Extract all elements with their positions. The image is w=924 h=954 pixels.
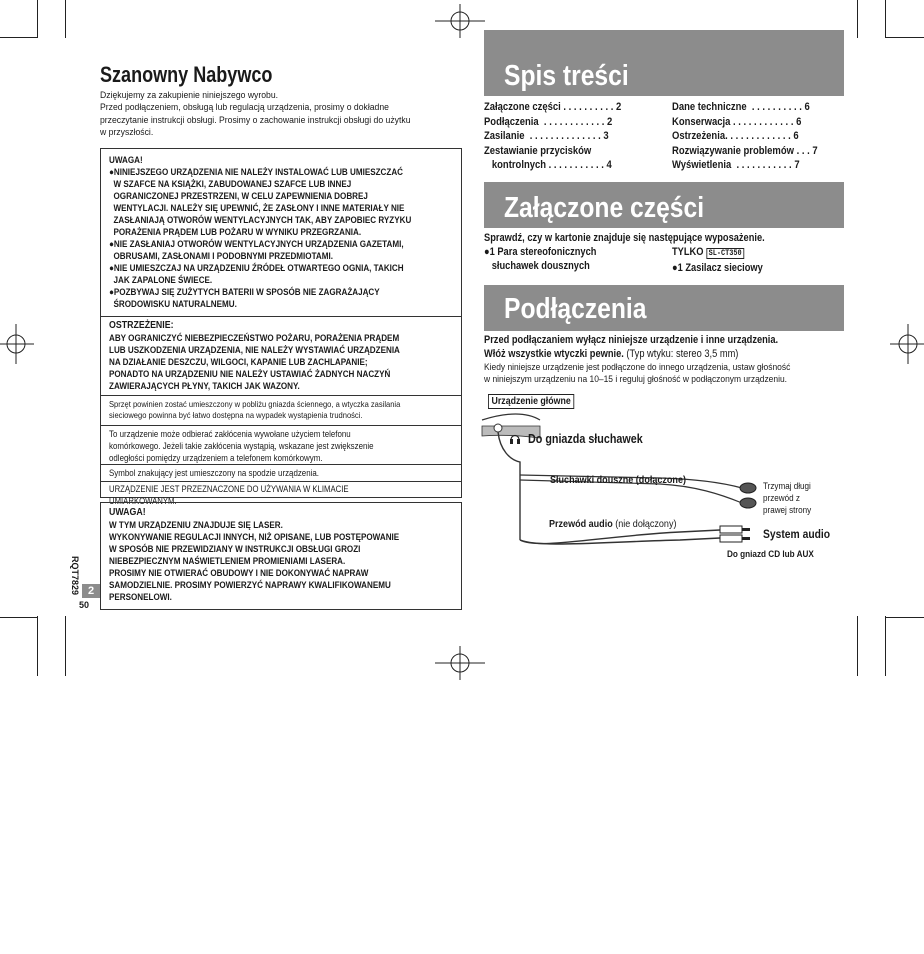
laser-line: WYKONYWANIE REGULACJI INNYCH, NIŻ OPISANE, LUB POSTĘPOWANIE: [109, 532, 400, 542]
laser-title: UWAGA!: [109, 507, 146, 518]
toc-item-power[interactable]: Zasilanie . . . . . . . . . . . . . . 3: [484, 130, 609, 143]
accessory-line: słuchawek dousznych: [484, 260, 590, 272]
crop-mark: [65, 616, 66, 676]
caution-line: LUB USZKODZENIA URZĄDZENIA, NIE NALEŻY WYSTAWIAĆ URZĄDZENIA: [109, 345, 400, 355]
socket-line: Sprzęt powinien zostać umieszczony w pobliżu gniazda ściennego, a wtyczka zasilania: [109, 399, 401, 409]
crop-mark: [37, 616, 38, 676]
hold-note-line: przewód z: [763, 493, 800, 503]
warning-line: OGRANICZONEJ PRZESTRZENI, W CELU ZAPEWNIENIA DOBREJ: [109, 191, 368, 201]
hold-note-line: Trzymaj długi: [763, 481, 811, 491]
caution-title: OSTRZEŻENIE:: [109, 320, 174, 331]
toc-heading: Spis treści: [504, 60, 629, 92]
warning-line: WENTYLACJI. NALEŻY SIĘ UPEWNIĆ, ŻE ZASŁONY I INNE MATERIAŁY NIE: [109, 203, 405, 213]
crop-mark: [0, 37, 38, 38]
page-chip: 2: [82, 584, 100, 598]
audio-cable-label: [549, 517, 676, 532]
main-unit-edge: [482, 414, 540, 420]
toc-right-column: [672, 100, 818, 173]
accessories-item-adapter: [672, 245, 763, 275]
connections-note-line: Kiedy niniejsze urządzenie jest podłączone do innego urządzenia, ustaw głośność: [484, 361, 791, 372]
toc-item-connections[interactable]: Podłączenia . . . . . . . . . . . . 2: [484, 115, 613, 128]
document-code: RQT7829: [70, 556, 80, 596]
page-title: Szanowny Nabywco: [100, 62, 273, 87]
intro-text: [100, 90, 442, 139]
rca-tip: [742, 528, 750, 531]
connections-line2-bold: Włóż wszystkie wtyczki pewnie.: [484, 348, 624, 360]
warning-line: ●POZBYWAJ SIĘ ZUŻYTYCH BATERII W SPOSÓB NIE ZAGRAŻAJĄCY: [109, 287, 380, 297]
warning-line: ●NIE UMIESZCZAJ NA URZĄDZENIU ŹRÓDEŁ OTWARTEGO OGNIA, TAKICH: [109, 263, 404, 273]
connections-note-line: w niniejszym urządzeniu na 10–15 i reguluj głośność w podłączonym urządzeniu.: [484, 373, 787, 385]
toc-item-maintenance[interactable]: Konserwacja . . . . . . . . . . . . 6: [672, 115, 802, 128]
phone-line: komórkowego. Jeżeli takie zakłócenia wystąpią, wskazane jest zwiększenie: [109, 440, 374, 451]
connections-note: [484, 361, 790, 386]
audio-cable-bold: Przewód audio: [549, 518, 613, 530]
toc-heading-band: [484, 30, 844, 96]
crop-mark: [886, 37, 924, 38]
warning-box: [100, 148, 462, 506]
registration-mark-icon: [0, 322, 36, 366]
toc-item-controls-cont[interactable]: kontrolnych . . . . . . . . . . . 4: [484, 159, 612, 172]
crop-mark: [0, 617, 38, 618]
caution-line: PONADTO NA URZĄDZENIU NIE NALEŻY USTAWIAĆ ŻADNYCH NACZYŃ: [109, 369, 391, 379]
laser-line: SAMODZIELNIE. PROSIMY POWIERZYĆ NAPRAWY KWALIFIKOWANEMU: [109, 580, 391, 590]
warning-line: W SZAFCE NA KSIĄŻKI, ZABUDOWANEJ SZAFCE LUB INNEJ: [109, 179, 352, 189]
earphone-icon: [740, 498, 756, 508]
crop-mark: [65, 0, 66, 38]
crop-mark: [885, 616, 886, 676]
headphone-jack-label: Do gniazda słuchawek: [528, 432, 643, 446]
warning-title: UWAGA!: [109, 155, 143, 165]
crop-mark: [857, 0, 858, 38]
caution-line: ZAWIERAJĄCYCH PŁYNY, TAKICH JAK WAZONY.: [109, 381, 300, 391]
hold-note: [763, 480, 811, 516]
laser-line: PROSIMY NIE OTWIERAĆ OBUDOWY I NIE DOKONYWAĆ NAPRAW: [109, 568, 369, 578]
toc-item-accessories[interactable]: Załączone części . . . . . . . . . . 2: [484, 101, 622, 113]
crop-mark: [857, 616, 858, 676]
intro-line: przeczytanie instrukcji obsługi. Prosimy o zachowanie instrukcji obsługi do użytku: [100, 114, 411, 126]
connections-line2: [484, 347, 738, 361]
intro-line: Przed podłączeniem, obsługą lub regulacją urządzenia, prosimy o dokładne: [100, 102, 389, 114]
registration-mark-icon: [888, 322, 924, 366]
crop-mark: [37, 0, 38, 38]
toc-left-column: [484, 100, 621, 173]
toc-item-troubleshooting[interactable]: Rozwiązywanie problemów . . . 7: [672, 144, 818, 157]
intro-line: w przyszłości.: [100, 126, 154, 138]
connections-heading-band: [484, 285, 844, 331]
accessories-intro: Sprawdź, czy w kartonie znajduje się następujące wyposażenie.: [484, 232, 765, 244]
crop-mark: [885, 0, 886, 38]
page-number: 50: [79, 600, 90, 610]
warning-line: ZASŁANIAJĄ OTWORÓW WENTYLACYJNYCH TAK, ABY ZAPOBIEC RYZYKU: [109, 215, 412, 225]
toc-item-controls[interactable]: Zestawianie przycisków: [484, 144, 592, 157]
toc-item-specs[interactable]: Dane techniczne . . . . . . . . . . 6: [672, 101, 810, 113]
climate-note: URZĄDZENIE JEST PRZEZNACZONE DO UŻYWANIA W KLIMACIE UMIARKOWANYM.: [109, 484, 349, 506]
rca-plug-icon: [720, 526, 742, 533]
laser-warning-box: [100, 502, 462, 610]
toc-item-displays[interactable]: Wyświetlenia . . . . . . . . . . . 7: [672, 159, 800, 172]
accessory-line: ●1 Para stereofonicznych: [484, 246, 597, 258]
phone-line: To urządzenie może odbierać zakłócenia wywołane użyciem telefonu: [109, 429, 351, 439]
model-tag: SL-CT350: [706, 248, 744, 259]
system-audio-label: System audio: [763, 527, 831, 541]
connections-line2-normal: (Typ wtyku: stereo 3,5 mm): [623, 348, 739, 360]
phone-line: odległości pomiędzy urządzeniem a telefonem komórkowym.: [109, 452, 323, 463]
accessory-line: ●1 Zasilacz sieciowy: [672, 262, 763, 274]
warning-line: ●NINIEJSZEGO URZĄDZENIA NIE NALEŻY INSTALOWAĆ LUB UMIESZCZAĆ: [109, 167, 404, 177]
headphone-jack-icon: [494, 424, 502, 432]
earphones-label: Słuchawki douszne (dołączone): [550, 474, 686, 486]
cd-aux-label: Do gniazd CD lub AUX: [727, 549, 814, 560]
toc-item-warnings[interactable]: Ostrzeżenia. . . . . . . . . . . . . 6: [672, 130, 799, 143]
laser-line: PERSONELOWI.: [109, 592, 172, 602]
caution-line: NA DZIAŁANIE DESZCZU, WILGOCI, KAPANIE LUB ZACHLAPANIE;: [109, 357, 368, 367]
accessories-item-earphones: [484, 245, 596, 273]
registration-mark-icon: [430, 646, 490, 680]
accessories-heading-band: [484, 182, 844, 228]
caution-line: ABY OGRANICZYĆ NIEBEZPIECZEŃSTWO POŻARU, PORAŻENIA PRĄDEM: [109, 333, 400, 343]
audio-cable-normal: (nie dołączony): [612, 518, 677, 530]
earphone-icon: [740, 483, 756, 493]
caution-section: [109, 320, 413, 392]
hold-note-line: prawej strony: [763, 505, 812, 515]
connections-heading: Podłączenia: [504, 293, 647, 325]
warning-line: OBRUSAMI, ZASŁONAMI I PODOBNYMI PRZEDMIOTAMI.: [109, 251, 333, 261]
symbol-note: Symbol znakujący jest umieszczony na spodzie urządzenia.: [109, 468, 319, 478]
intro-line: Dziękujemy za zakupienie niniejszego wyrobu.: [100, 90, 279, 101]
warning-line: ●NIE ZASŁANIAJ OTWORÓW WENTYLACYJNYCH URZĄDZENIA GAZETAMI,: [109, 239, 404, 249]
laser-line: W SPOSÓB NIE PRZEWIDZIANY W INSTRUKCJI OBSŁUGI GROZI: [109, 544, 361, 554]
main-unit-label: Urządzenie główne: [488, 394, 574, 409]
crop-mark: [886, 617, 924, 618]
laser-line: NIEBEZPIECZNYM NAŚWIETLENIEM PROMIENIAMI LASERA.: [109, 556, 346, 566]
warning-section: [109, 154, 413, 310]
registration-mark-icon: [430, 4, 490, 38]
socket-note: [109, 399, 413, 420]
only-label: TYLKO: [672, 246, 704, 258]
connections-line1: Przed podłączaniem wyłącz niniejsze urządzenie i inne urządzenia.: [484, 334, 779, 346]
phone-note: [109, 429, 413, 464]
accessories-heading: Załączone części: [504, 192, 705, 224]
headphones-icon: [509, 431, 521, 450]
rca-tip: [742, 537, 750, 540]
rca-plug-icon: [720, 535, 742, 542]
socket-line: sieciowego powinna być łatwo dostępna na wypadek wystąpienia trudności.: [109, 409, 363, 420]
warning-line: PORAŻENIA PRĄDEM LUB POŻARU W WYNIKU PRZEGRZANIA.: [109, 227, 362, 237]
warning-line: JAK ZAPALONE ŚWIECE.: [109, 275, 213, 285]
laser-line: W TYM URZĄDZENIU ZNAJDUJE SIĘ LASER.: [109, 520, 283, 530]
warning-line: ŚRODOWISKU NATURALNEMU.: [109, 299, 237, 309]
